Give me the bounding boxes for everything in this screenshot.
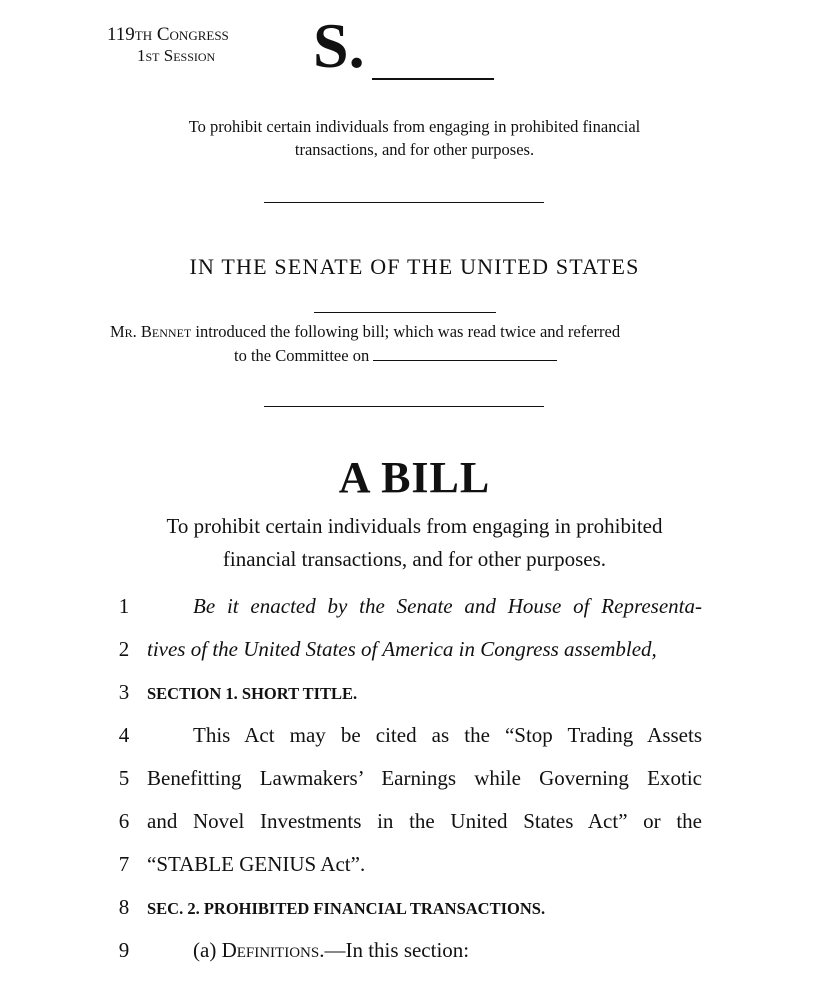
body-text-line: and Novel Investments in the United States Act” or the: [147, 809, 702, 833]
section-heading: SEC. 2. PROHIBITED FINANCIAL TRANSACTIONS.: [147, 899, 546, 918]
session-number: 1st Session: [137, 46, 216, 65]
summary-line-2: transactions, and for other purposes.: [294, 140, 535, 159]
divider-rule-2: [314, 312, 496, 313]
introduction-line-1: introduced the following bill; which was read twice and referred: [191, 322, 621, 341]
line-number: 9: [118, 938, 130, 962]
line-number: 5: [118, 766, 130, 790]
line-number: 7: [118, 852, 130, 876]
long-title: [0, 510, 829, 576]
bill-prefix: S.: [313, 10, 365, 81]
line-number: 8: [118, 895, 130, 919]
body-text-line: Benefitting Lawmakers’ Earnings while Governing Exotic: [147, 766, 702, 790]
line-number: 2: [118, 637, 130, 661]
line-number: 3: [118, 680, 130, 704]
introduction-statement: [110, 320, 710, 368]
enacting-clause-line-2: tives of the United States of America in Congress assembled,: [147, 637, 657, 661]
bill-title: A BILL: [338, 453, 491, 502]
long-title-line-2: financial transactions, and for other purposes.: [222, 547, 607, 571]
divider-rule-3: [264, 406, 544, 407]
divider-rule-1: [264, 202, 544, 203]
bill-number-blank: [372, 78, 494, 80]
subsection-heading: Definitions.: [221, 938, 325, 962]
chamber-heading: IN THE SENATE OF THE UNITED STATES: [189, 254, 640, 279]
committee-blank: [373, 346, 557, 361]
body-text-line: “STABLE GENIUS Act”.: [147, 852, 366, 876]
line-number: 6: [118, 809, 130, 833]
subsection-text: —In this section:: [324, 938, 470, 962]
enacting-clause-line-1: Be it enacted by the Senate and House of Representa-: [193, 594, 702, 618]
congress-number: 119th Congress: [107, 24, 229, 45]
subsection-label: (a): [193, 938, 222, 962]
introduction-line-2: to the Committee on: [234, 346, 374, 365]
section-heading: SECTION 1. SHORT TITLE.: [147, 684, 358, 703]
line-number: 4: [118, 723, 130, 747]
body-text-line: This Act may be cited as the “Stop Trading Assets: [193, 723, 702, 747]
subsection-line: [193, 938, 702, 963]
sponsor-name: Mr. Bennet: [110, 322, 192, 341]
long-title-line-1: To prohibit certain individuals from engaging in prohibited: [166, 514, 663, 538]
summary-line-1: To prohibit certain individuals from engaging in prohibited financial: [188, 117, 641, 136]
line-number: 1: [118, 594, 130, 618]
bill-summary: [0, 115, 829, 161]
